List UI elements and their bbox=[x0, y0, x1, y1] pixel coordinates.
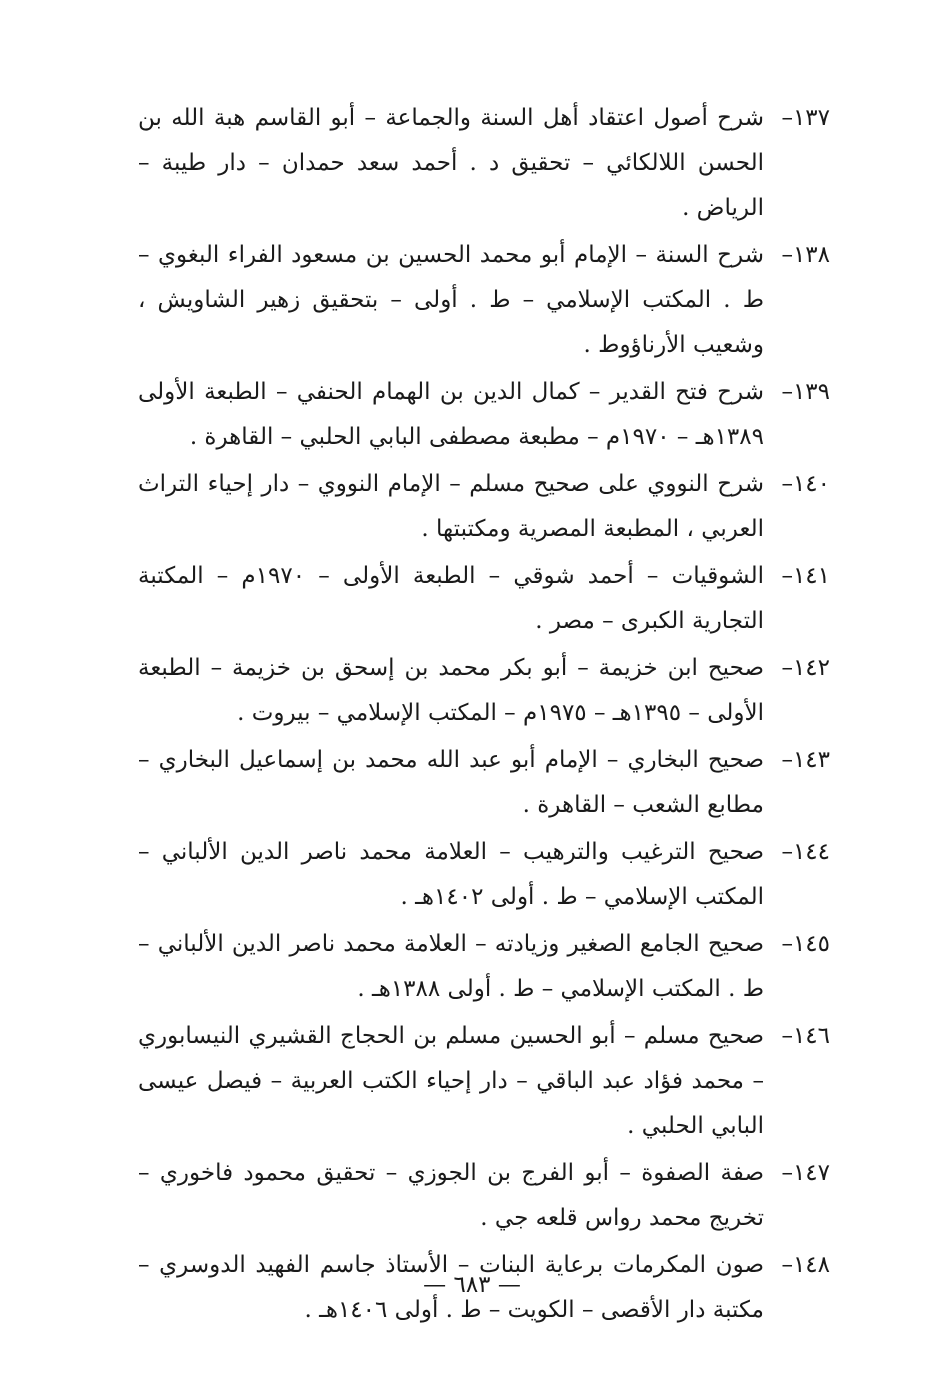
entry-text: صحيح الجامع الصغير وزيادته – العلامة محمد ناصر الدين الألباني – ط . المكتب الإسلامي – ط . أولى ١٣٨٨هـ . bbox=[138, 931, 764, 1002]
entry-text: صون المكرمات برعاية البنات – الأستاذ جاسم الفهيد الدوسري – مكتبة دار الأقصى – الكويت – ط . أولى ١٤٠٦هـ . bbox=[138, 1252, 764, 1323]
entry-text: الشوقيات – أحمد شوقي – الطبعة الأولى – ١٩٧٠م – المكتبة التجارية الكبرى – مصر . bbox=[138, 563, 764, 634]
bibliography-entry bbox=[138, 370, 830, 460]
bibliography-entry bbox=[138, 1014, 830, 1149]
entry-text: صحيح البخاري – الإمام أبو عبد الله محمد بن إسماعيل البخاري – مطابع الشعب – القاهرة . bbox=[138, 747, 764, 818]
bibliography-entry bbox=[138, 96, 830, 231]
page-number: — ٦٨٣ — bbox=[423, 1272, 521, 1298]
bibliography-entry bbox=[138, 462, 830, 552]
bibliography-entry bbox=[138, 738, 830, 828]
entry-number: ١٤٦– bbox=[781, 1023, 830, 1049]
entry-number: ١٤٠– bbox=[781, 471, 830, 497]
bibliography-entry bbox=[138, 922, 830, 1012]
entry-text: صحيح الترغيب والترهيب – العلامة محمد ناصر الدين الألباني – المكتب الإسلامي – ط . أولى ١٤٠٢هـ . bbox=[138, 839, 764, 910]
entry-number: ١٤١– bbox=[781, 563, 830, 589]
entry-number: ١٣٨– bbox=[781, 242, 830, 268]
entry-text: صفة الصفوة – أبو الفرج بن الجوزي – تحقيق محمود فاخوري – تخريج محمد رواس قلعه جي . bbox=[138, 1160, 764, 1231]
bibliography-list bbox=[138, 96, 830, 1335]
bibliography-entry bbox=[138, 1151, 830, 1241]
entry-text: صحيح مسلم – أبو الحسين مسلم بن الحجاج القشيري النيسابوري – محمد فؤاد عبد الباقي – دار إحياء الكتب العربية – فيصل عيسى البابي الحلبي . bbox=[138, 1023, 764, 1139]
entry-number: ١٤٨– bbox=[781, 1252, 830, 1278]
entry-text: شرح النووي على صحيح مسلم – الإمام النووي – دار إحياء التراث العربي ، المطبعة المصرية ومكتبتها . bbox=[138, 471, 764, 542]
entry-number: ١٤٧– bbox=[781, 1160, 830, 1186]
entry-number: ١٤٥– bbox=[781, 931, 830, 957]
entry-number: ١٣٩– bbox=[781, 379, 830, 405]
entry-text: شرح أصول اعتقاد أهل السنة والجماعة – أبو القاسم هبة الله بن الحسن اللالكائي – تحقيق د . أحمد سعد حمدان – دار طيبة – الرياض . bbox=[138, 105, 764, 221]
entry-number: ١٤٢– bbox=[781, 655, 830, 681]
entry-number: ١٣٧– bbox=[781, 105, 830, 131]
entry-number: ١٤٤– bbox=[781, 839, 830, 865]
entry-text: شرح السنة – الإمام أبو محمد الحسين بن مسعود الفراء البغوي – ط . المكتب الإسلامي – ط . أولى – بتحقيق زهير الشاويش ، وشعيب الأرناؤوط . bbox=[138, 242, 764, 358]
entry-number: ١٤٣– bbox=[781, 747, 830, 773]
bibliography-entry bbox=[138, 554, 830, 644]
entry-text: شرح فتح القدير – كمال الدين بن الهمام الحنفي – الطبعة الأولى ١٣٨٩هـ – ١٩٧٠م – مطبعة مصطفى البابي الحلبي – القاهرة . bbox=[138, 379, 764, 450]
entry-text: صحيح ابن خزيمة – أبو بكر محمد بن إسحق بن خزيمة – الطبعة الأولى – ١٣٩٥هـ – ١٩٧٥م – المكتب الإسلامي – بيروت . bbox=[138, 655, 764, 726]
bibliography-entry bbox=[138, 646, 830, 736]
bibliography-entry bbox=[138, 233, 830, 368]
bibliography-entry bbox=[138, 830, 830, 920]
